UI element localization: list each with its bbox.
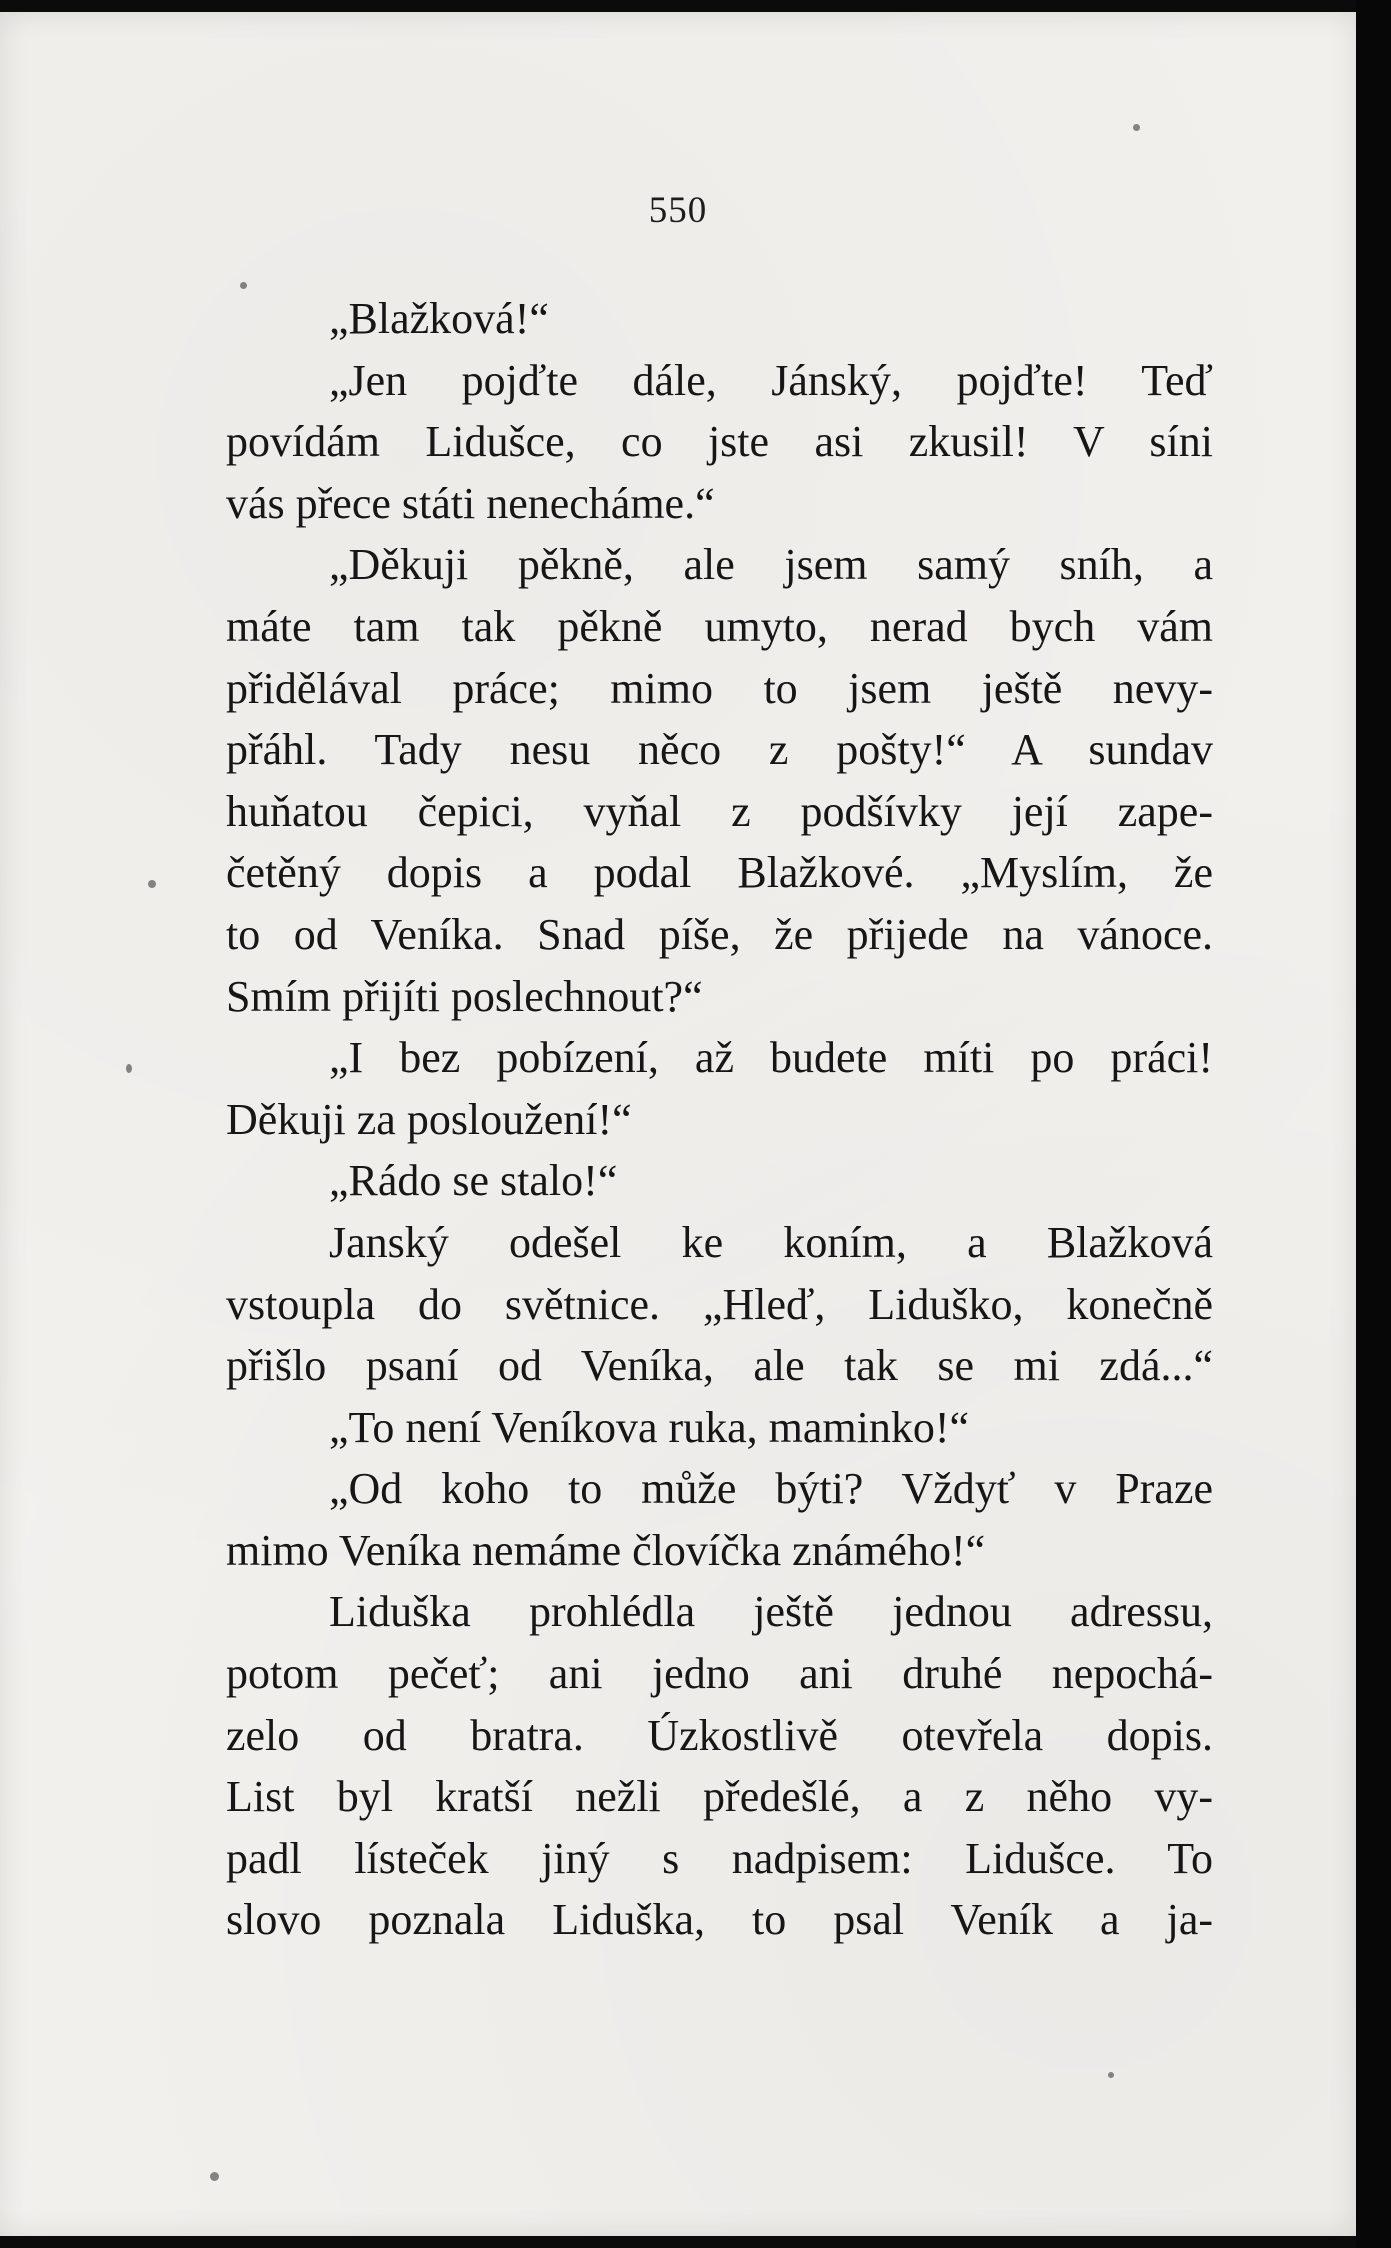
text-line: povídám Lidušce, co jste asi zkusil! V síni xyxy=(226,417,1213,467)
scan-edge xyxy=(1356,0,1391,2248)
text-line: padl lísteček jiný s nadpisem: Lidušce. To xyxy=(226,1833,1213,1883)
text-line: „Děkuji pěkně, ale jsem samý sníh, a xyxy=(329,540,1213,590)
text-line: „I bez pobízení, až budete míti po práci! xyxy=(329,1033,1213,1083)
text-line: „Od koho to může býti? Vždyť v Praze xyxy=(329,1464,1213,1514)
text-line: „Blažková!“ xyxy=(329,294,549,343)
text-line: vstoupla do světnice. „Hleď, Liduško, konečně xyxy=(226,1279,1213,1329)
text-line: „To není Veníkova ruka, maminko!“ xyxy=(329,1402,970,1452)
paper-speck xyxy=(148,880,156,888)
text-line: List byl kratší nežli předešlé, a z něho vy- xyxy=(226,1772,1213,1822)
text-line: potom pečeť; ani jedno ani druhé nepochá- xyxy=(226,1649,1213,1699)
text-line: huňatou čepici, vyňal z podšívky její zape- xyxy=(226,786,1213,836)
page-number: 550 xyxy=(648,190,708,231)
paper-speck xyxy=(126,1064,132,1073)
text-line: četěný dopis a podal Blažkové. „Myslím, že xyxy=(226,848,1213,898)
paper-speck xyxy=(1108,2072,1114,2078)
text-line: zelo od bratra. Úzkostlivě otevřela dopis. xyxy=(226,1710,1213,1760)
text-line: slovo poznala Liduška, to psal Veník a ja- xyxy=(226,1895,1213,1945)
text-line: „Jen pojďte dále, Jánský, pojďte! Teď xyxy=(329,355,1213,405)
paper-speck xyxy=(210,2172,219,2181)
text-line: to od Veníka. Snad píše, že přijede na vánoce. xyxy=(226,909,1213,959)
paper-speck xyxy=(240,282,247,289)
text-line: vás přece státi nenecháme.“ xyxy=(226,478,715,528)
text-line: Janský odešel ke koním, a Blažková xyxy=(329,1217,1213,1267)
page-text xyxy=(226,288,1213,1951)
text-line: přáhl. Tady nesu něco z pošty!“ A sundav xyxy=(226,725,1213,775)
paper-speck xyxy=(1133,124,1140,131)
book-page xyxy=(0,12,1356,2236)
text-line: Děkuji za posloužení!“ xyxy=(226,1094,632,1144)
text-line: máte tam tak pěkně umyto, nerad bych vám xyxy=(226,601,1213,651)
text-line: přidělával práce; mimo to jsem ještě nevy- xyxy=(226,663,1213,713)
text-line: Liduška prohlédla ještě jednou adressu, xyxy=(329,1587,1213,1637)
text-line: mimo Veníka nemáme človíčka známého!“ xyxy=(226,1525,986,1575)
text-line: „Rádo se stalo!“ xyxy=(329,1156,618,1206)
text-line: Smím přijíti poslechnout?“ xyxy=(226,971,703,1021)
text-line: přišlo psaní od Veníka, ale tak se mi zdá...“ xyxy=(226,1341,1213,1391)
